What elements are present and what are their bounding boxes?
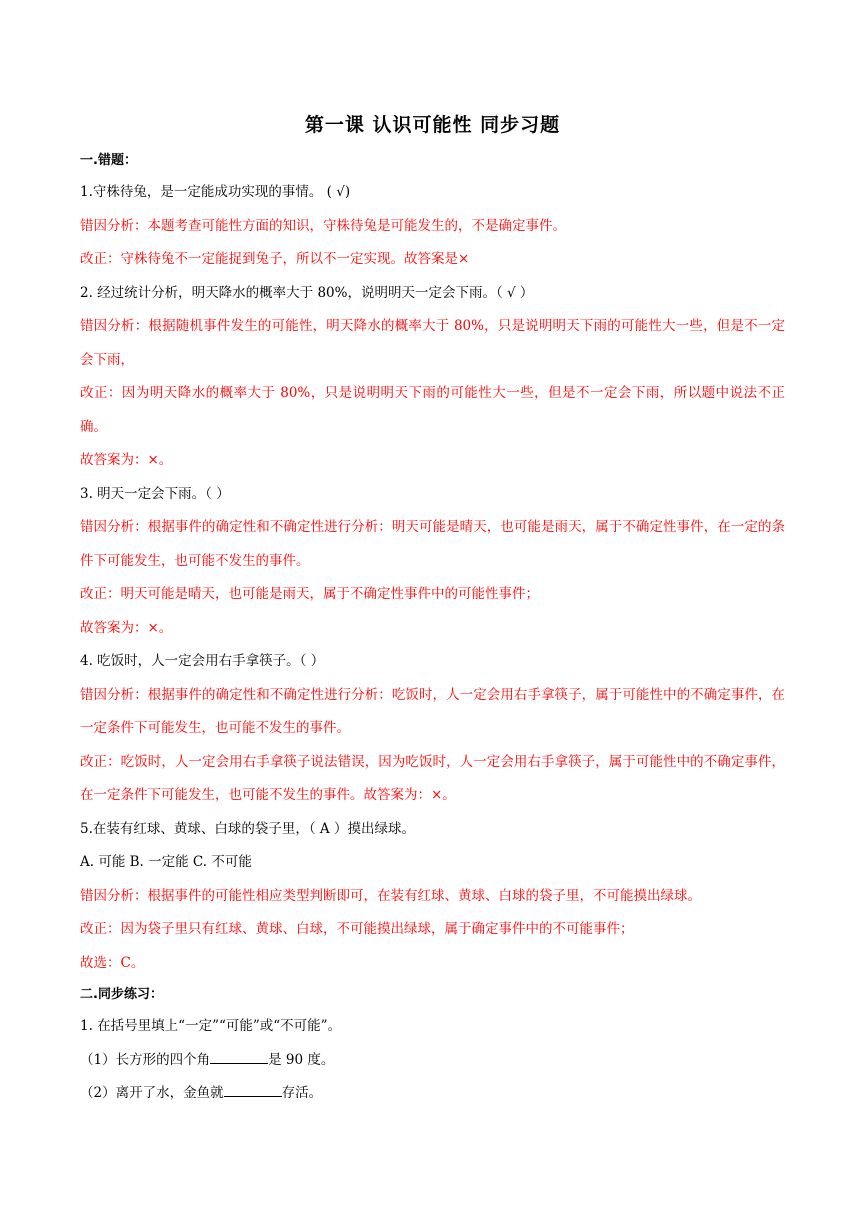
section-heading-mistakes: 一.错题： xyxy=(80,153,137,168)
question-4: 4. 吃饭时，人一定会用右手拿筷子。（ ） xyxy=(80,653,325,669)
correction-4: 改正：吃饭时，人一定会用右手拿筷子说法错误，因为吃饭时，人一定会用右手拿筷子，属于可能性中的不确定事件，在一定条件下可能发生，也可能不发生的事件。故答案为：×。 xyxy=(80,753,785,803)
practice-item-2-prefix: （2）离开了水，金鱼就 xyxy=(80,1085,224,1101)
practice-item-2-suffix: 存活。 xyxy=(281,1085,323,1101)
practice-item-1 xyxy=(80,1044,785,1078)
section-heading-practice: 二.同步练习： xyxy=(80,987,163,1002)
correction-3: 改正：明天可能是晴天，也可能是雨天，属于不确定性事件中的可能性事件； xyxy=(80,586,539,602)
question-1: 1.守株待兔，是一定能成功实现的事情。 ( √) xyxy=(80,184,351,200)
question-5: 5.在装有红球、黄球、白球的袋子里，（ A ）摸出绿球。 xyxy=(80,820,415,837)
correction-2: 改正：因为明天降水的概率大于 80%，只是说明明天下雨的可能性大一些，但是不一定会下雨，所以题中说法不正确。 xyxy=(80,385,785,435)
page-title: 第一课 认识可能性 同步习题 xyxy=(304,114,561,136)
answer-5: 故选：C。 xyxy=(80,954,145,971)
practice-item-1-suffix: 是 90 度。 xyxy=(268,1051,335,1068)
answer-3: 故答案为：×。 xyxy=(80,619,173,636)
correction-5: 改正：因为袋子里只有红球、黄球、白球，不可能摸出绿球，属于确定事件中的不可能事件； xyxy=(80,921,634,937)
question-2: 2. 经过统计分析，明天降水的概率大于 80%，说明明天一定会下雨。（ √ ） xyxy=(80,284,534,301)
error-analysis-3: 错因分析：根据事件的确定性和不确定性进行分析：明天可能是晴天，也可能是雨天，属于不确定性事件，在一定的条件下可能发生，也可能不发生的事件。 xyxy=(80,519,785,569)
question-5-options: A. 可能 B. 一定能 C. 不可能 xyxy=(80,854,252,870)
worksheet-page xyxy=(80,110,785,1111)
error-analysis-2: 错因分析：根据随机事件发生的可能性，明天降水的概率大于 80%，只是说明明天下雨的可能性大一些，但是不一定会下雨， xyxy=(80,318,785,368)
error-analysis-4: 错因分析：根据事件的确定性和不确定性进行分析：吃饭时，人一定会用右手拿筷子，属于可能性中的不确定事件，在一定条件下可能发生，也可能不发生的事件。 xyxy=(80,686,785,736)
fill-blank-2[interactable] xyxy=(224,1084,282,1097)
error-analysis-5: 错因分析：根据事件的可能性相应类型判断即可，在装有红球、黄球、白球的袋子里，不可能摸出绿球。 xyxy=(80,887,701,904)
fill-blank-1[interactable] xyxy=(210,1051,268,1064)
answer-2: 故答案为：×。 xyxy=(80,452,173,468)
correction-1: 改正：守株待兔不一定能捉到兔子，所以不一定实现。故答案是× xyxy=(80,251,470,267)
error-analysis-1: 错因分析：本题考查可能性方面的知识，守株待兔是可能发生的，不是确定事件。 xyxy=(80,217,566,234)
practice-question-1: 1. 在括号里填上“一定”“可能”或“不可能”。 xyxy=(80,1018,342,1034)
question-3: 3. 明天一定会下雨。（ ） xyxy=(80,485,230,502)
practice-item-2 xyxy=(80,1077,785,1111)
practice-item-1-prefix: （1）长方形的四个角 xyxy=(80,1051,211,1068)
